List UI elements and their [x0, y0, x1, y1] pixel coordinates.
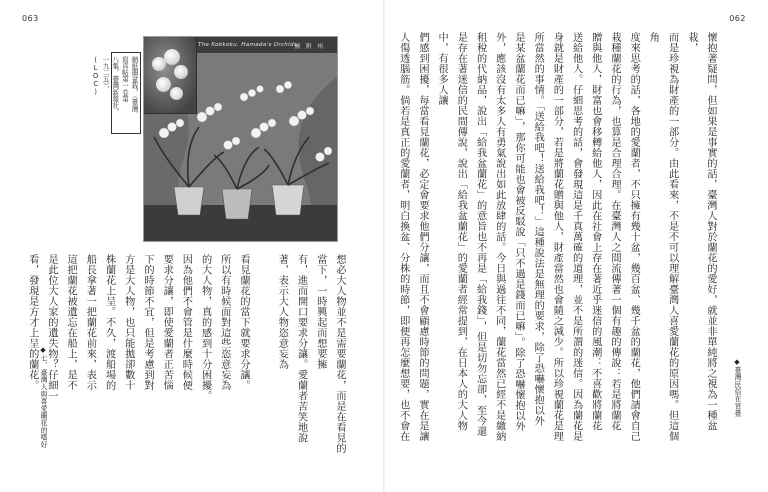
running-head-bullet-icon: ◆: [39, 346, 47, 355]
right-page-body-text: 懷抱著疑問，但如果是事實的話，臺灣人對於蘭花的愛好，就並非單純將之視為一種盆栽， 而是珍視為財產的一部分。由此看來，不是不可以理解臺灣人喜愛蘭花的原因嗎。但這個角 度來思考的話，各地的愛蘭者，不只擁有幾十盆，幾百盆、幾千盆的蘭花，他們請會自己 栽種蘭花的行為，也算是合理合理。在臺灣人之間流傳著一個有趣的傳說：若是將蘭花 贈與他人，財富也會移轉給他人，因此在社會上存在著近乎迷信的風潮：不喜歡將蘭花 送給他人。仔細思考的話，會發現這是千真萬確的道理，並不是所謂的迷信。因為蘭花是 身就是財產的一部分，若是將蘭花贈與他人，財產當然也會隨之減少。所以珍視蘭花是理 所當然的事情。「送給我吧！送給我吧！」這種說法是無理的要求，除了恐嚇懷抱以外 是某盆蘭花而已嘛」，那你可能也會被反駁說「只不過是錢而已嘛」。除了恐嚇懷抱以外 外，應該沒有太多人有勇氣說出如此放肆的話。今日與過往不同，蘭花當然已經不是繳納 租稅的代納品，說出「給我盆蘭花」的意旨也不再是「給我錢」，但是切勿忘卻，至今還 是存在著迷信的民間傳說，說出「給我盆蘭花」的愛蘭者經常提到，在日本人的大人物中，有很多人讓 們感到困擾，每當看見蘭花，必定會要求他們分讓，而且不會顧慮時節的問題，實在是讓 人傷透腦筋。倘若是真正的愛蘭者，明白換盆、分株的時節，即便再怎麼想要，也不會在: [397, 32, 716, 442]
page-number-right: 062: [729, 14, 746, 23]
left-page-body-text: 想必大人物並不是需要蘭花，而是在看見的當下，一時興起而想要擁 有，進而開口要求分讓。愛蘭者苦笑地說著，表示大人物恣意妄為 看見蘭花的當下就要求分讓。 所以有時候面對這些恣意妄為 的大人物，真的感到十分困擾。 因為他們不會管是什麼時候便 要求分讓，即使愛蘭者正苦惱 下的時節不宜，但是考慮到對 方是大人物，也只能拋卻數十 株蘭花上呈。不久，渡船場的 船長拿著一把蘭花前來，表示 這把蘭花被遺忘在船上，是不 是此位大人家的遺失物？仔細一 看，發現是方才上呈的蘭花。: [26, 254, 345, 454]
orchid-photograph: [143, 36, 338, 242]
page-number-left: 063: [22, 14, 39, 23]
running-head-left-text: 七、臺灣人與喜愛蘭花的嗜好: [39, 354, 47, 449]
running-head-right-text: 臺灣民俗在宮臺: [733, 366, 741, 417]
photo-english-title: The Kokkoku. Hamada's Orchids.: [198, 42, 300, 48]
running-head-right: [732, 358, 742, 478]
running-head-bullet-icon: ◆: [733, 358, 741, 367]
photo-plate-title: 圖 附 州: [294, 44, 325, 50]
running-head-left: [38, 346, 48, 476]
inset-orchid-plate: [144, 37, 197, 114]
figure-caption: 網紙蘭盆栽。（臺灣 寫真帖第一卷第 八集，臺灣新報社， 一九二五），(LOC): [111, 52, 141, 134]
